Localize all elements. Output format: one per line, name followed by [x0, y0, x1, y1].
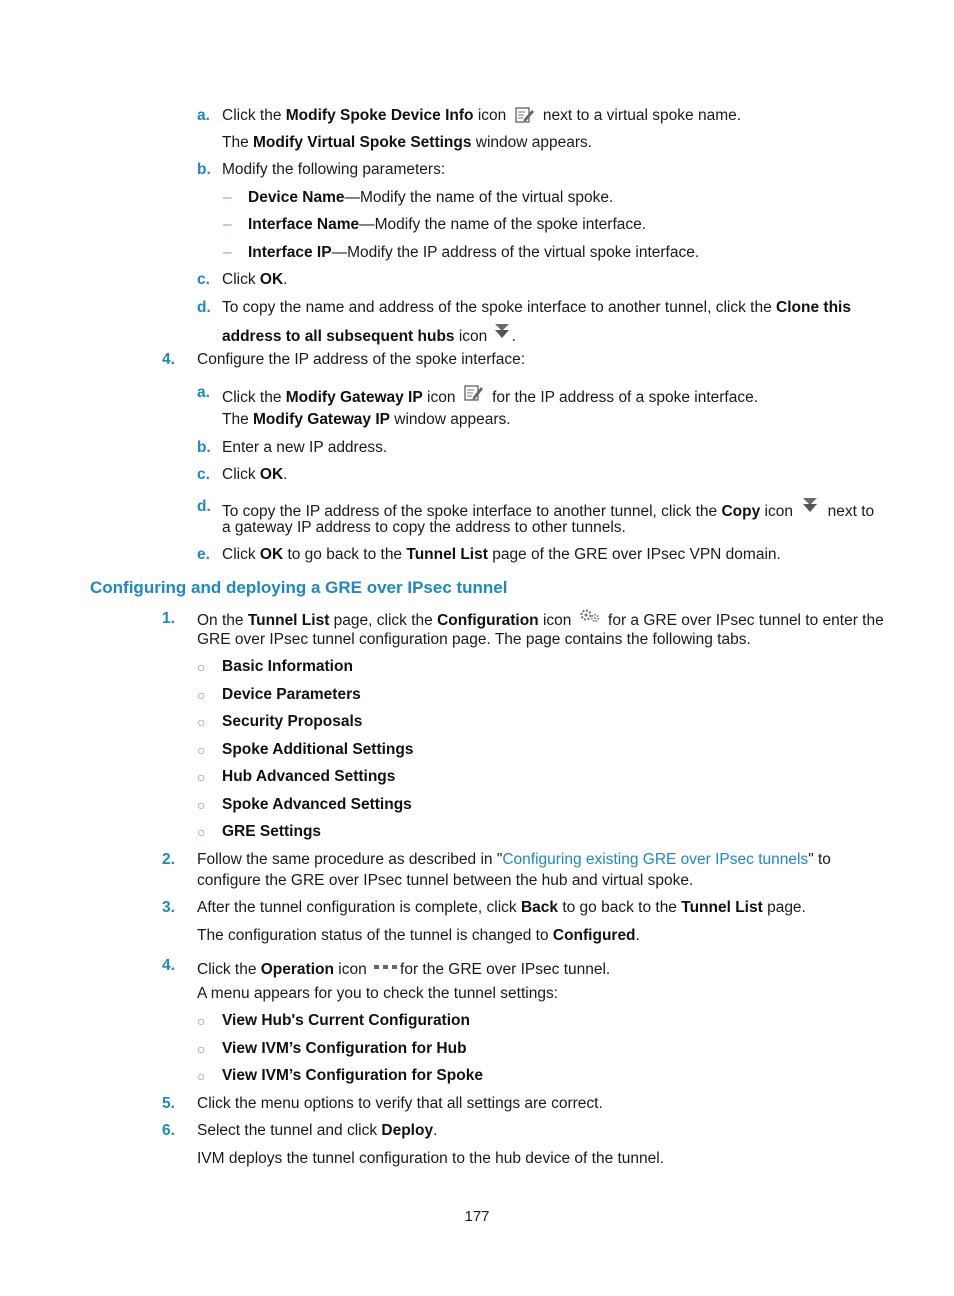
text: On the — [197, 612, 248, 629]
substep-a-note — [222, 133, 592, 153]
menu-option — [222, 1011, 470, 1031]
step-marker-6: 6. — [162, 1122, 175, 1139]
substep-b-text: Enter a new IP address. — [222, 439, 388, 456]
text: page. — [762, 899, 806, 916]
bullet: ○ — [197, 1041, 206, 1057]
text: To copy the name and address of the spoke interface to another tunnel, click the — [222, 299, 777, 316]
ui-label: Hub Advanced Settings — [222, 768, 396, 785]
ui-label: Device Name — [248, 189, 345, 206]
text: for a GRE over IPsec tunnel to enter the — [603, 612, 884, 629]
tab-name — [222, 712, 362, 732]
text: Click the — [222, 389, 286, 406]
text: next to a virtual spoke name. — [538, 107, 742, 124]
ui-label: Interface IP — [248, 244, 332, 261]
step-marker-2: 2. — [162, 851, 175, 868]
menu-option — [222, 1039, 467, 1059]
text: page of the GRE over IPsec VPN domain. — [487, 546, 781, 563]
text: page, click the — [329, 612, 438, 629]
ui-label: Basic Information — [222, 658, 353, 675]
ui-label: Tunnel List — [681, 899, 763, 916]
text: icon — [538, 612, 572, 629]
ui-label: Configuration — [437, 612, 539, 629]
ui-label: Operation — [260, 961, 334, 978]
ui-label: Configured — [552, 927, 636, 944]
text: . — [511, 328, 516, 345]
text: Click the — [222, 107, 286, 124]
ui-label: Modify Spoke Device Info — [285, 107, 474, 124]
tab-name — [222, 767, 395, 787]
substep-a-text — [222, 106, 741, 130]
bullet: ○ — [197, 769, 206, 785]
param-item — [248, 215, 646, 235]
gears-icon — [580, 609, 600, 629]
text: . — [283, 466, 288, 483]
substep-marker-c: c. — [197, 466, 210, 483]
text: The — [222, 134, 254, 151]
ui-label: View IVM’s Configuration for Spoke — [222, 1067, 483, 1084]
bullet: ○ — [197, 659, 206, 675]
substep-a-text — [222, 383, 758, 409]
substep-a-note — [222, 410, 511, 430]
text: To copy the IP address of the spoke interface to another tunnel, click the — [222, 503, 722, 520]
ui-label: Device Parameters — [222, 686, 361, 703]
step-3-text — [197, 898, 806, 918]
substep-d-text-line2 — [222, 323, 516, 347]
text: window appears. — [471, 134, 593, 151]
substep-marker-b: b. — [197, 439, 211, 456]
bullet: ○ — [197, 714, 206, 730]
bullet: ○ — [197, 742, 206, 758]
text: icon — [454, 328, 488, 345]
text: icon — [422, 389, 456, 406]
step-1-text-line2: GRE over IPsec tunnel configuration page. The page contains the following tabs. — [197, 631, 751, 648]
more-dots-icon — [374, 956, 398, 976]
tab-name — [222, 685, 361, 705]
clone-down-arrow-icon — [493, 323, 511, 347]
text: next to — [823, 503, 875, 520]
ui-label: Clone this — [776, 299, 851, 316]
ui-label: Modify Virtual Spoke Settings — [253, 134, 472, 151]
page-number: 177 — [464, 1208, 490, 1225]
ui-label: Back — [520, 899, 559, 916]
substep-marker-a: a. — [197, 384, 210, 401]
ui-label: Modify Gateway IP — [285, 389, 423, 406]
substep-marker-a: a. — [197, 107, 210, 124]
tab-name — [222, 740, 413, 760]
step-4-text — [197, 956, 610, 980]
substep-d-text — [222, 298, 851, 318]
text: " to — [808, 851, 831, 868]
param-item — [248, 243, 699, 263]
param-dash: – — [223, 216, 232, 233]
substep-e-text — [222, 545, 781, 565]
ui-label: Interface Name — [248, 216, 360, 233]
step-6-text — [197, 1121, 437, 1141]
copy-down-arrow-icon — [801, 497, 819, 521]
ui-label: Copy — [721, 503, 761, 520]
substep-marker-d: d. — [197, 299, 211, 316]
ui-label: Security Proposals — [222, 713, 363, 730]
text: Click — [222, 546, 260, 563]
step-2-text — [197, 850, 831, 870]
section-heading: Configuring and deploying a GRE over IPsec tunnel — [90, 578, 508, 597]
step-1-text — [197, 609, 884, 631]
text: icon — [333, 961, 367, 978]
text: After the tunnel configuration is complete, click — [197, 899, 521, 916]
text: to go back to the — [558, 899, 682, 916]
step-4-note: A menu appears for you to check the tunnel settings: — [197, 985, 559, 1002]
step-2-text-line2: configure the GRE over IPsec tunnel between the hub and virtual spoke. — [197, 872, 694, 889]
substep-marker-b: b. — [197, 161, 211, 178]
bullet: ○ — [197, 824, 206, 840]
substep-b-text: Modify the following parameters: — [222, 161, 446, 178]
text: Follow the same procedure as described in " — [197, 851, 503, 868]
step-marker-1: 1. — [162, 610, 175, 627]
step-marker-4: 4. — [162, 351, 175, 368]
step-marker-5: 5. — [162, 1095, 175, 1112]
text: Click — [222, 271, 260, 288]
text: —Modify the name of the spoke interface. — [359, 216, 647, 233]
param-dash: – — [223, 189, 232, 206]
text: Select the tunnel and click — [197, 1122, 382, 1139]
text: for the GRE over IPsec tunnel. — [400, 961, 611, 978]
ui-label: Modify Gateway IP — [253, 411, 390, 428]
text: . — [635, 927, 640, 944]
substep-marker-c: c. — [197, 271, 210, 288]
bullet: ○ — [197, 687, 206, 703]
edit-icon — [464, 383, 484, 409]
param-dash: – — [223, 244, 232, 261]
cross-reference-link[interactable]: Configuring existing GRE over IPsec tunnels — [502, 851, 809, 868]
ui-label: Spoke Additional Settings — [222, 741, 414, 758]
text: icon — [473, 107, 507, 124]
bullet: ○ — [197, 1068, 206, 1084]
ui-label: GRE Settings — [222, 823, 322, 840]
text: —Modify the IP address of the virtual spoke interface. — [331, 244, 700, 261]
ui-label: OK — [259, 271, 284, 288]
ui-label: OK — [259, 466, 284, 483]
text: to go back to the — [283, 546, 407, 563]
ui-label: Tunnel List — [247, 612, 330, 629]
text: . — [283, 271, 288, 288]
step-marker-4: 4. — [162, 957, 175, 974]
tab-name — [222, 822, 321, 842]
text: for the IP address of a spoke interface. — [487, 389, 759, 406]
ui-label: View Hub's Current Configuration — [222, 1012, 470, 1029]
ui-label: Deploy — [381, 1122, 434, 1139]
bullet: ○ — [197, 1013, 206, 1029]
ui-label: address to all subsequent hubs — [222, 328, 455, 345]
substep-marker-d: d. — [197, 498, 211, 515]
text: icon — [760, 503, 793, 520]
text: Click — [222, 466, 260, 483]
step-4-text: Configure the IP address of the spoke interface: — [197, 351, 525, 368]
step-marker-3: 3. — [162, 899, 175, 916]
bullet: ○ — [197, 797, 206, 813]
text: The — [222, 411, 254, 428]
substep-c-text — [222, 270, 287, 290]
text: . — [433, 1122, 438, 1139]
text: The configuration status of the tunnel is changed to — [197, 927, 553, 944]
param-item — [248, 188, 613, 208]
substep-d-text-line2: a gateway IP address to copy the address to other tunnels. — [222, 519, 626, 536]
edit-icon — [515, 106, 535, 130]
text: Click the — [197, 961, 261, 978]
substep-marker-e: e. — [197, 546, 210, 563]
ui-label: Tunnel List — [406, 546, 488, 563]
ui-label: Spoke Advanced Settings — [222, 796, 412, 813]
step-3-note — [197, 926, 640, 946]
text: —Modify the name of the virtual spoke. — [344, 189, 614, 206]
substep-c-text — [222, 465, 287, 485]
step-5-text: Click the menu options to verify that all settings are correct. — [197, 1095, 603, 1112]
tab-name — [222, 795, 412, 815]
tab-name — [222, 657, 353, 677]
ui-label: View IVM’s Configuration for Hub — [222, 1040, 467, 1057]
menu-option — [222, 1066, 483, 1086]
step-6-note: IVM deploys the tunnel configuration to the hub device of the tunnel. — [197, 1150, 665, 1167]
ui-label: OK — [259, 546, 284, 563]
text: window appears. — [389, 411, 511, 428]
